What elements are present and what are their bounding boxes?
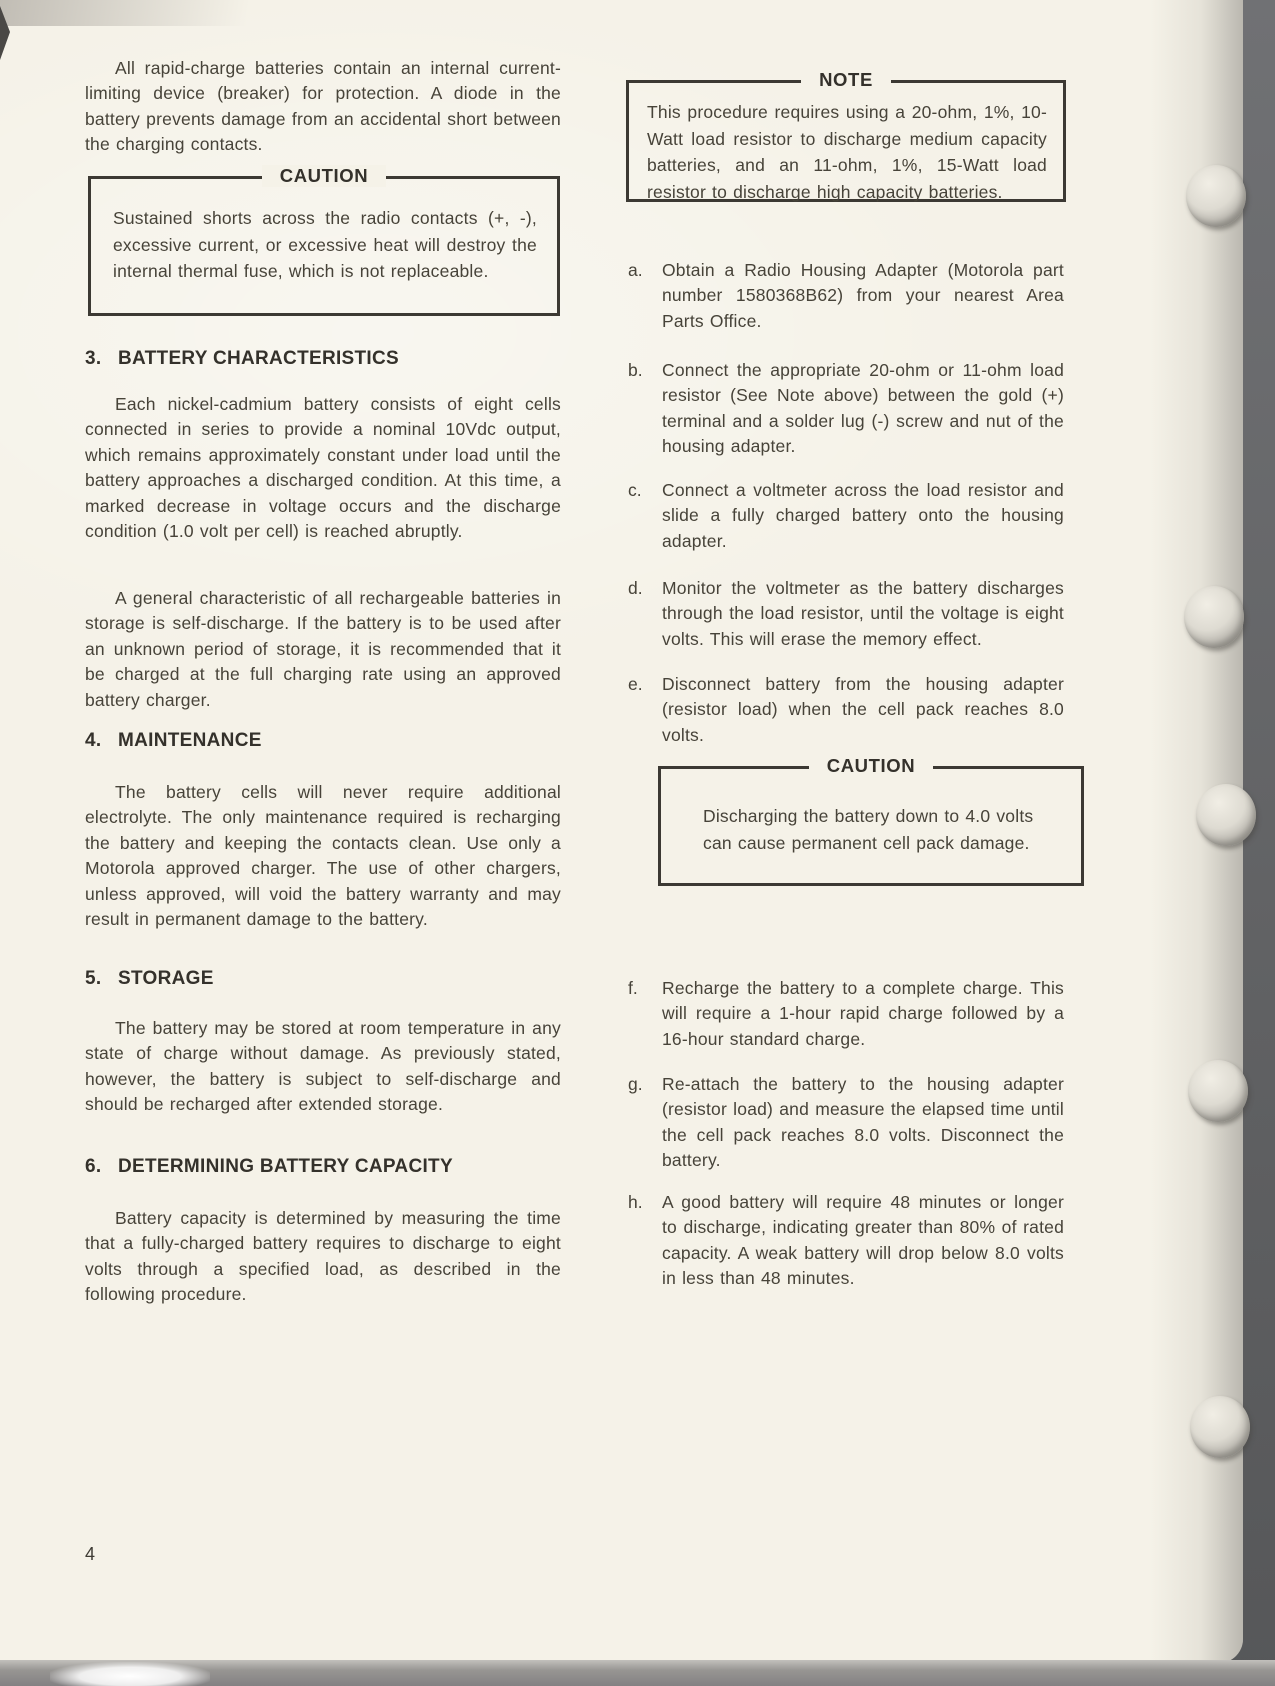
procedure-step-g xyxy=(628,1072,1064,1174)
procedure-step-e xyxy=(628,672,1064,748)
section-heading-6 xyxy=(85,1156,561,1178)
caution-label: CAUTION xyxy=(262,165,386,187)
intro-paragraph: All rapid-charge batteries contain an internal current-limiting device (breaker) for protection. A diode in the battery prevents damage from an accidental short between the charging contacts. xyxy=(85,58,561,155)
section-number: 3. xyxy=(85,348,102,369)
section-title: MAINTENANCE xyxy=(118,730,262,751)
scan-smudge xyxy=(0,0,330,26)
step-text: A good battery will require 48 minutes or longer to discharge, indicating greater than 80% of rated capacity. A weak battery will drop below 8.0 volts in less than 48 minutes. xyxy=(662,1192,1064,1289)
section-6-paragraph-1: Battery capacity is determined by measuring the time that a fully-charged battery requires to discharge to eight volts through a specified load, as described in the following procedure. xyxy=(85,1208,561,1305)
procedure-step-h xyxy=(628,1190,1064,1292)
note-box-text: This procedure requires using a 20-ohm, 1%, 10-Watt load resistor to discharge medium capacity batteries, and an 11-ohm, 1%, 15-Watt load resistor to discharge high capacity batteries. xyxy=(647,102,1047,202)
caution-box-right-text: Discharging the battery down to 4.0 volts can cause permanent cell pack damage. xyxy=(703,806,1034,853)
step-letter: e. xyxy=(628,674,643,694)
section-4-paragraph-1: The battery cells will never require additional electrolyte. The only maintenance required is recharging the battery and keeping the contacts clean. Use only a Motorola approved charger. The use of other chargers, unless approved, will void the battery warranty and may result in permanent damage to the battery. xyxy=(85,782,561,930)
scan-glare xyxy=(50,1662,210,1686)
page-number: 4 xyxy=(85,1544,96,1564)
corner-shadow xyxy=(0,6,10,60)
note-box-title xyxy=(629,69,1063,91)
caution-label: CAUTION xyxy=(809,755,933,777)
caution-box-left xyxy=(88,165,560,316)
section-3-paragraph-2: A general characteristic of all rechargeable batteries in storage is self-discharge. If the battery is to be used after an unknown period of storage, it is recommended that it be charged at the full charging rate using an approved battery charger. xyxy=(85,588,561,710)
section-heading-3 xyxy=(85,348,561,370)
binder-hole xyxy=(1188,1060,1248,1122)
step-text: Disconnect battery from the housing adapter (resistor load) when the cell pack reaches 8.0 volts. xyxy=(662,674,1064,745)
note-label: NOTE xyxy=(801,69,891,91)
step-text: Connect the appropriate 20-ohm or 11-ohm load resistor (See Note above) between the gold (+) terminal and a solder lug (-) screw and nut of the housing adapter. xyxy=(662,360,1064,457)
binder-hole xyxy=(1184,586,1244,648)
procedure-step-a xyxy=(628,258,1064,334)
caution-box-left-text: Sustained shorts across the radio contacts (+, -), excessive current, or excessive heat will destroy the internal thermal fuse, which is not replaceable. xyxy=(113,208,537,281)
binder-hole xyxy=(1190,1396,1250,1458)
section-heading-5 xyxy=(85,968,561,990)
procedure-step-f xyxy=(628,976,1064,1052)
step-text: Re-attach the battery to the housing adapter (resistor load) and measure the elapsed time until the cell pack reaches 8.0 volts. Disconnect the battery. xyxy=(662,1074,1064,1171)
step-letter: g. xyxy=(628,1074,643,1094)
section-number: 5. xyxy=(85,968,102,989)
step-letter: a. xyxy=(628,260,643,280)
step-text: Monitor the voltmeter as the battery discharges through the load resistor, until the voltage is eight volts. This will erase the memory effect. xyxy=(662,578,1064,649)
procedure-step-c xyxy=(628,478,1064,554)
step-text: Connect a voltmeter across the load resistor and slide a fully charged battery onto the housing adapter. xyxy=(662,480,1064,551)
section-title: DETERMINING BATTERY CAPACITY xyxy=(118,1156,453,1177)
note-box xyxy=(626,69,1066,202)
binder-hole xyxy=(1196,784,1256,846)
caution-box-right-title xyxy=(661,755,1081,777)
section-number: 6. xyxy=(85,1156,102,1177)
section-title: BATTERY CHARACTERISTICS xyxy=(118,348,399,369)
section-number: 4. xyxy=(85,730,102,751)
caution-box-right xyxy=(658,755,1084,886)
section-heading-4 xyxy=(85,730,561,752)
section-title: STORAGE xyxy=(118,968,214,989)
step-letter: f. xyxy=(628,978,638,998)
section-5-paragraph-1: The battery may be stored at room temperature in any state of charge without damage. As previously stated, however, the battery is subject to self-discharge and should be recharged after extended storage. xyxy=(85,1018,561,1115)
procedure-step-b xyxy=(628,358,1064,460)
procedure-step-d xyxy=(628,576,1064,652)
caution-box-left-title xyxy=(91,165,557,187)
step-letter: b. xyxy=(628,360,643,380)
step-letter: c. xyxy=(628,480,642,500)
binder-hole xyxy=(1186,165,1246,227)
step-letter: h. xyxy=(628,1192,643,1212)
step-text: Obtain a Radio Housing Adapter (Motorola part number 1580368B62) from your nearest Area Parts Office. xyxy=(662,260,1064,331)
step-text: Recharge the battery to a complete charge. This will require a 1-hour rapid charge followed by a 16-hour standard charge. xyxy=(662,978,1064,1049)
section-3-paragraph-1: Each nickel-cadmium battery consists of eight cells connected in series to provide a nominal 10Vdc output, which remains approximately constant under load until the battery approaches a discharged condition. At this time, a marked decrease in voltage occurs and the discharge condition (1.0 volt per cell) is reached abruptly. xyxy=(85,394,561,542)
step-letter: d. xyxy=(628,578,643,598)
